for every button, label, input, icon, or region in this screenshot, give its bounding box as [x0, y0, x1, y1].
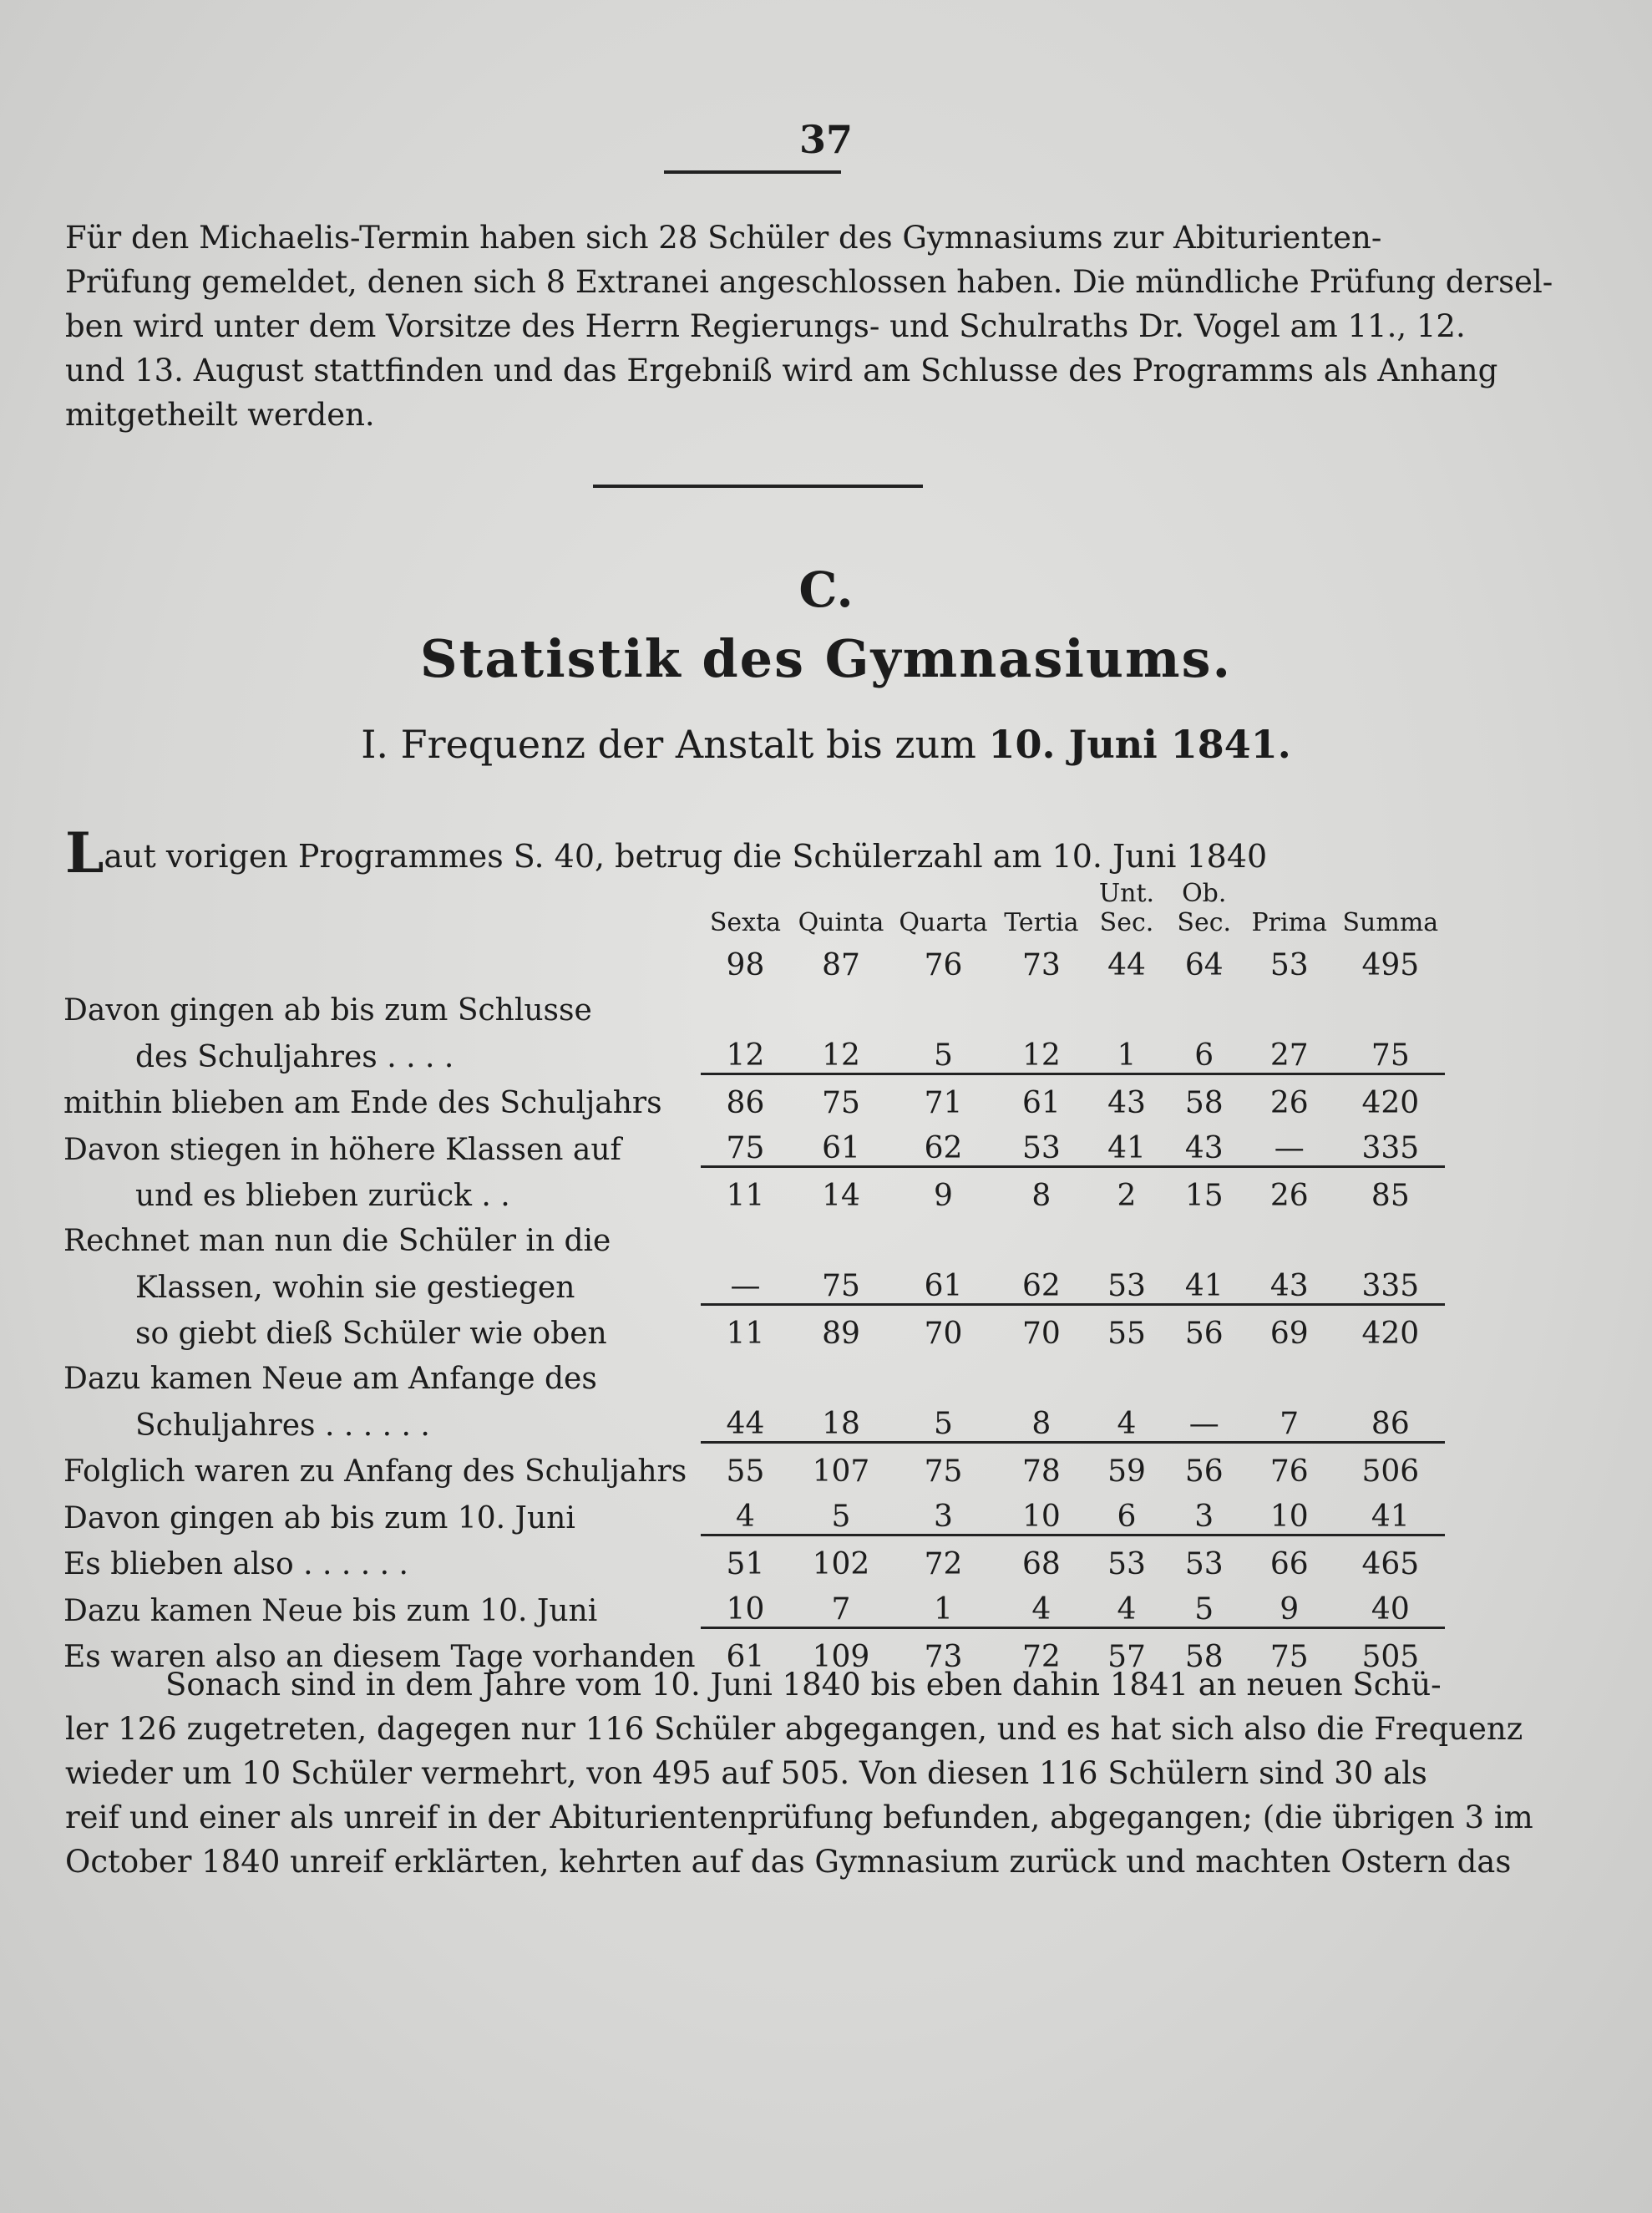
- table-cell: [790, 1213, 891, 1258]
- table-cell: 75: [726, 1131, 765, 1165]
- table-cell: [701, 982, 791, 1028]
- table-cell: 10: [726, 1592, 765, 1627]
- table-cell: 62: [1021, 1269, 1061, 1303]
- table-cell: [790, 982, 891, 1028]
- text-line: Prüfung gemeldet, denen sich 8 Extranei angeschlossen haben. Die mündliche Prüfung dersel-: [65, 264, 1553, 300]
- table-cell: 73: [892, 1628, 996, 1675]
- table-cell: [1336, 1351, 1445, 1396]
- table-cell: 495: [1361, 948, 1420, 982]
- table-row: [58, 1489, 1445, 1535]
- table-cell: 26: [1243, 1074, 1336, 1121]
- table-cell: 6: [1194, 1038, 1214, 1073]
- table-cell: 109: [790, 1628, 891, 1675]
- row-label: Folglich waren zu Anfang des Schuljahrs: [63, 1454, 687, 1489]
- table-row: [58, 1535, 1445, 1582]
- table-cell: 70: [995, 1305, 1087, 1352]
- table-cell: 51: [701, 1535, 791, 1582]
- table-cell: 55: [701, 1443, 791, 1490]
- table-cell: 66: [1243, 1535, 1336, 1582]
- table-row: [58, 1120, 1445, 1167]
- table-cell: 43: [1087, 1074, 1165, 1121]
- row-label: Klassen, wohin sie gestiegen: [135, 1270, 575, 1305]
- table-cell: [1166, 982, 1243, 1028]
- table-cell: 58: [1166, 1074, 1243, 1121]
- frequency-table: [58, 879, 1445, 1674]
- table-cell: 8: [995, 1167, 1087, 1214]
- table-cell: 64: [1184, 948, 1224, 982]
- table-cell: [1243, 1213, 1336, 1258]
- column-header: Tertia: [1004, 908, 1079, 937]
- table-cell: [892, 1213, 996, 1258]
- text-line: mitgetheilt werden.: [65, 397, 375, 433]
- row-label: Davon gingen ab bis zum Schlusse: [63, 993, 592, 1028]
- table-cell: 3: [934, 1500, 953, 1534]
- section-separator: [593, 485, 923, 488]
- column-header: Summa: [1342, 908, 1439, 937]
- text-line: und 13. August stattfinden und das Ergebniß wird am Schlusse des Programms als Anhang: [65, 353, 1498, 388]
- table-cell: 72: [892, 1535, 996, 1582]
- text-line: reif und einer als unreif in der Abiturientenprüfung befunden, abgegangen; (die übrigen 3 im: [65, 1799, 1533, 1835]
- table-cell: [995, 1351, 1087, 1396]
- table-cell: 75: [892, 1443, 996, 1490]
- table-cell: 87: [822, 948, 860, 982]
- text-line: October 1840 unreif erklärten, kehrten auf das Gymnasium zurück und machten Ostern das: [65, 1844, 1512, 1880]
- row-label: [58, 937, 701, 982]
- table-cell: 75: [822, 1269, 860, 1303]
- table-row: [58, 1443, 1445, 1490]
- table-cell: 41: [1371, 1500, 1410, 1534]
- table-cell: 61: [701, 1628, 791, 1675]
- drop-cap: L: [65, 820, 104, 886]
- header-blank: [58, 879, 701, 937]
- table-cell: [701, 1213, 791, 1258]
- table-cell: 18: [822, 1407, 860, 1441]
- table-cell: [1336, 982, 1445, 1028]
- table-cell: 9: [892, 1167, 996, 1214]
- table-cell: —: [730, 1269, 761, 1303]
- table-cell: 6: [1117, 1500, 1137, 1534]
- table-cell: 98: [726, 948, 765, 982]
- table-cell: 9: [1280, 1592, 1300, 1627]
- table-cell: 61: [924, 1269, 963, 1303]
- table-cell: 12: [726, 1038, 765, 1073]
- subsection-title: [0, 722, 1652, 767]
- table-intro-text: aut vorigen Programmes S. 40, betrug die Schülerzahl am 10. Juni 1840: [104, 838, 1268, 875]
- table-cell: 44: [1107, 948, 1146, 982]
- table-cell: 43: [1184, 1131, 1224, 1165]
- table-cell: 71: [892, 1074, 996, 1121]
- section-letter: C.: [798, 561, 854, 618]
- row-label: Es waren also an diesem Tage vorhanden: [63, 1640, 696, 1674]
- row-label: so giebt dieß Schüler wie oben: [135, 1317, 607, 1351]
- table-row: [58, 982, 1445, 1028]
- table-intro: [65, 820, 1268, 886]
- table-cell: 4: [1031, 1592, 1052, 1627]
- table-cell: [1087, 1213, 1165, 1258]
- table-cell: 420: [1336, 1074, 1445, 1121]
- row-label: Rechnet man nun die Schüler in die: [63, 1224, 611, 1258]
- row-label: mithin blieben am Ende des Schuljahrs: [63, 1086, 662, 1120]
- table-cell: 75: [1243, 1628, 1336, 1675]
- table-cell: 43: [1269, 1269, 1309, 1303]
- table-cell: 86: [701, 1074, 791, 1121]
- table-cell: 89: [790, 1305, 891, 1352]
- table-cell: [1087, 982, 1165, 1028]
- table-cell: 2: [1087, 1167, 1165, 1214]
- table-row: [58, 1396, 1445, 1443]
- table-cell: 68: [995, 1535, 1087, 1582]
- table-cell: 27: [1269, 1038, 1309, 1073]
- table-cell: 15: [1166, 1167, 1243, 1214]
- table-cell: 40: [1371, 1592, 1410, 1627]
- table-cell: 335: [1361, 1269, 1420, 1303]
- table-cell: 85: [1336, 1167, 1445, 1214]
- section-title: Statistik des Gymnasiums.: [419, 628, 1233, 689]
- table-cell: [1243, 1351, 1336, 1396]
- table-cell: 5: [934, 1038, 953, 1073]
- subsection-text: Frequenz der Anstalt bis zum: [400, 722, 976, 767]
- table-cell: 4: [736, 1500, 755, 1534]
- table-cell: 5: [831, 1500, 851, 1534]
- table-cell: 70: [892, 1305, 996, 1352]
- column-header: Prima: [1251, 908, 1327, 937]
- table-cell: 56: [1166, 1305, 1243, 1352]
- row-label: Es blieben also . . . . . .: [63, 1547, 408, 1581]
- table-cell: 102: [790, 1535, 891, 1582]
- intro-paragraph: [65, 216, 1553, 437]
- table-cell: 10: [1269, 1500, 1309, 1534]
- table-cell: —: [1188, 1407, 1219, 1441]
- column-header: Quinta: [798, 908, 884, 937]
- row-label: Dazu kamen Neue bis zum 10. Juni: [63, 1593, 598, 1628]
- subsection-numeral: I.: [361, 722, 389, 767]
- table-cell: 10: [1021, 1500, 1061, 1534]
- subsection-date: 10. Juni 1841.: [988, 722, 1291, 767]
- table-cell: 41: [1107, 1131, 1146, 1165]
- table-cell: 44: [726, 1407, 765, 1441]
- table-cell: 55: [1087, 1305, 1165, 1352]
- table-cell: 5: [1194, 1592, 1214, 1627]
- row-label: und es blieben zurück . .: [135, 1179, 510, 1213]
- table-cell: 3: [1194, 1500, 1214, 1534]
- table-cell: [1087, 1351, 1165, 1396]
- table-cell: [892, 982, 996, 1028]
- table-cell: 86: [1371, 1407, 1410, 1441]
- table-cell: 76: [924, 948, 963, 982]
- table-cell: 4: [1117, 1592, 1137, 1627]
- table-cell: 12: [822, 1038, 860, 1073]
- table-header-row: [58, 879, 1445, 937]
- table-cell: 75: [1371, 1038, 1410, 1073]
- table-cell: 53: [1269, 948, 1309, 982]
- table-cell: 53: [1087, 1535, 1165, 1582]
- table-cell: 12: [1021, 1038, 1061, 1073]
- table-row: [58, 1074, 1445, 1121]
- table-cell: 58: [1166, 1628, 1243, 1675]
- table-cell: 1: [934, 1592, 953, 1627]
- table-cell: 56: [1166, 1443, 1243, 1490]
- table-cell: 505: [1336, 1628, 1445, 1675]
- table-cell: 8: [1031, 1407, 1052, 1441]
- table-cell: 14: [790, 1167, 891, 1214]
- table-cell: 69: [1243, 1305, 1336, 1352]
- page-number-rule: [664, 170, 841, 174]
- table-cell: [1166, 1213, 1243, 1258]
- column-header: Unt. Sec.: [1098, 879, 1155, 937]
- table-cell: 57: [1087, 1628, 1165, 1675]
- table-cell: 26: [1243, 1167, 1336, 1214]
- text-line: wieder um 10 Schüler vermehrt, von 495 auf 505. Von diesen 116 Schülern sind 30 als: [65, 1755, 1427, 1791]
- table-cell: 75: [790, 1074, 891, 1121]
- table-cell: [1243, 982, 1336, 1028]
- table-cell: 53: [1021, 1131, 1061, 1165]
- table-row: [58, 1213, 1445, 1258]
- row-label: Schuljahres . . . . . .: [135, 1408, 430, 1443]
- table-cell: 11: [701, 1305, 791, 1352]
- table-cell: [790, 1351, 891, 1396]
- table-row: [58, 1167, 1445, 1214]
- column-header: Sexta: [709, 908, 782, 937]
- table-cell: 335: [1361, 1131, 1420, 1165]
- table-row: [58, 937, 1445, 982]
- table-cell: 107: [790, 1443, 891, 1490]
- table-body: [58, 937, 1445, 1674]
- table-cell: [1336, 1213, 1445, 1258]
- table-row: [58, 1305, 1445, 1352]
- table-cell: 59: [1087, 1443, 1165, 1490]
- table-row: [58, 1258, 1445, 1305]
- table-cell: 62: [924, 1131, 963, 1165]
- table-cell: 11: [701, 1167, 791, 1214]
- text-line: Für den Michaelis-Termin haben sich 28 Schüler des Gymnasiums zur Abiturienten-: [65, 220, 1382, 256]
- table-cell: 76: [1243, 1443, 1336, 1490]
- table-row: [58, 1028, 1445, 1074]
- table-cell: 420: [1336, 1305, 1445, 1352]
- table-cell: 53: [1107, 1269, 1146, 1303]
- table-cell: 1: [1117, 1038, 1137, 1073]
- column-header: Ob. Sec.: [1177, 879, 1232, 937]
- row-label: Davon gingen ab bis zum 10. Juni: [63, 1500, 575, 1535]
- row-label: des Schuljahres . . . .: [135, 1039, 454, 1074]
- table-cell: 7: [1280, 1407, 1300, 1441]
- row-label: Davon stiegen in höhere Klassen auf: [63, 1132, 621, 1167]
- table-cell: [995, 1213, 1087, 1258]
- table-cell: 53: [1166, 1535, 1243, 1582]
- table-row: [58, 1351, 1445, 1396]
- text-line: ler 126 zugetreten, dagegen nur 116 Schüler abgegangen, und es hat sich also die Frequenz: [65, 1711, 1523, 1747]
- table-row: [58, 1581, 1445, 1628]
- closing-paragraph: [65, 1662, 1533, 1884]
- table-cell: 4: [1117, 1407, 1137, 1441]
- page-number: 37: [798, 117, 853, 162]
- table-cell: 78: [995, 1443, 1087, 1490]
- column-header: Quarta: [899, 908, 988, 937]
- table-cell: 61: [995, 1074, 1087, 1121]
- table-cell: [1166, 1351, 1243, 1396]
- table-cell: [701, 1351, 791, 1396]
- table-cell: 72: [995, 1628, 1087, 1675]
- table-cell: [995, 982, 1087, 1028]
- table-cell: 41: [1184, 1269, 1224, 1303]
- table-cell: 465: [1336, 1535, 1445, 1582]
- table-cell: [892, 1351, 996, 1396]
- text-line: ben wird unter dem Vorsitze des Herrn Regierungs- und Schulraths Dr. Vogel am 11., 12.: [65, 308, 1466, 344]
- table-cell: 7: [831, 1592, 851, 1627]
- row-label: Dazu kamen Neue am Anfange des: [63, 1362, 597, 1396]
- table-cell: 61: [822, 1131, 860, 1165]
- table-cell: 506: [1336, 1443, 1445, 1490]
- text-line: Sonach sind in dem Jahre vom 10. Juni 1840 bis eben dahin 1841 an neuen Schü-: [165, 1667, 1442, 1703]
- table-cell: 5: [934, 1407, 953, 1441]
- table-cell: 73: [1021, 948, 1061, 982]
- table-cell: —: [1274, 1131, 1305, 1165]
